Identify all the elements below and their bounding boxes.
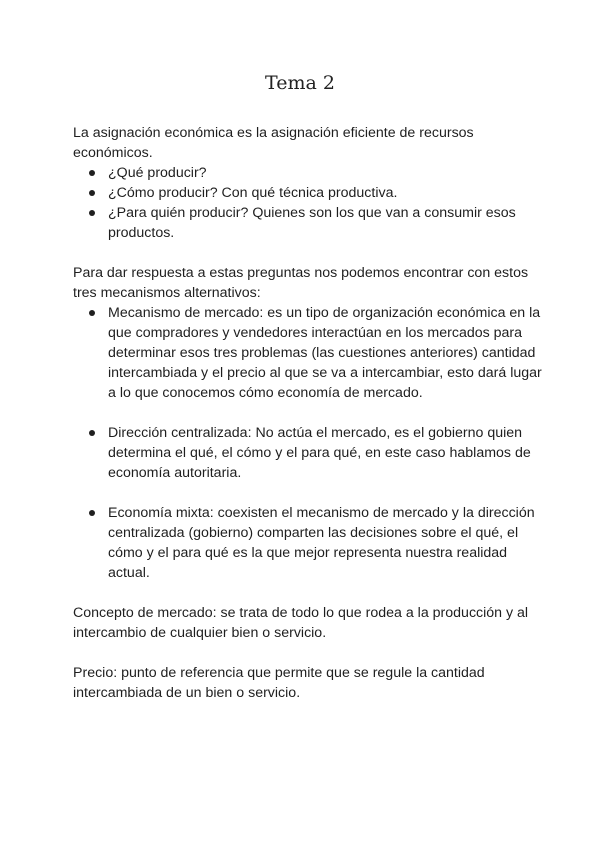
mechanisms-list [73, 303, 543, 403]
list-item-text: ¿Para quién producir? Quienes son los que van a consumir esos productos. [108, 205, 516, 241]
questions-list [73, 163, 543, 243]
list-item [73, 203, 543, 243]
mechanisms-list [73, 423, 543, 483]
price-paragraph: Precio: punto de referencia que permite que se regule la cantidad intercambiada de un bien o servicio. [73, 665, 485, 701]
spacer [73, 483, 543, 503]
bullet-icon [89, 310, 95, 316]
bullet-icon [89, 510, 95, 516]
list-item-text: Dirección centralizada: No actúa el mercado, es el gobierno quien determina el qué, el cómo y el para qué, en este caso hablamos de economía autoritaria. [108, 425, 531, 481]
list-item [73, 423, 543, 483]
mechanisms-list [73, 503, 543, 583]
spacer [73, 403, 543, 423]
list-item-text: Economía mixta: coexisten el mecanismo de mercado y la dirección centralizada (gobierno) comparten las decisiones sobre el qué, el cómo y el para qué es la que mejor representa nuestra realidad actual. [108, 505, 535, 581]
list-item-text: Mecanismo de mercado: es un tipo de organización económica en la que compradores y vendedores interactúan en los mercados para determinar esos tres problemas (las cuestiones anteriores) cantidad intercambiada y el precio al que se va a intercambiar, esto dará lugar a lo que conocemos cómo economía de mercado. [108, 305, 542, 401]
bullet-icon [89, 210, 95, 216]
list-item [73, 183, 543, 203]
spacer [73, 243, 543, 263]
market-concept-paragraph: Concepto de mercado: se trata de todo lo que rodea a la producción y al intercambio de cualquier bien o servicio. [73, 605, 529, 641]
list-item-text: ¿Qué producir? [108, 165, 207, 181]
spacer [73, 583, 543, 603]
bullet-icon [89, 190, 95, 196]
list-item [73, 503, 543, 583]
page-title: Tema 2 [265, 72, 335, 94]
list-item-text: ¿Cómo producir? Con qué técnica productiva. [108, 185, 398, 201]
document-body [73, 123, 543, 703]
spacer [73, 643, 543, 663]
mechanisms-intro-paragraph: Para dar respuesta a estas preguntas nos podemos encontrar con estos tres mecanismos alternativos: [73, 265, 529, 301]
bullet-icon [89, 430, 95, 436]
list-item [73, 303, 543, 403]
intro-paragraph: La asignación económica es la asignación eficiente de recursos económicos. [73, 125, 474, 161]
bullet-icon [89, 170, 95, 176]
list-item [73, 163, 543, 183]
